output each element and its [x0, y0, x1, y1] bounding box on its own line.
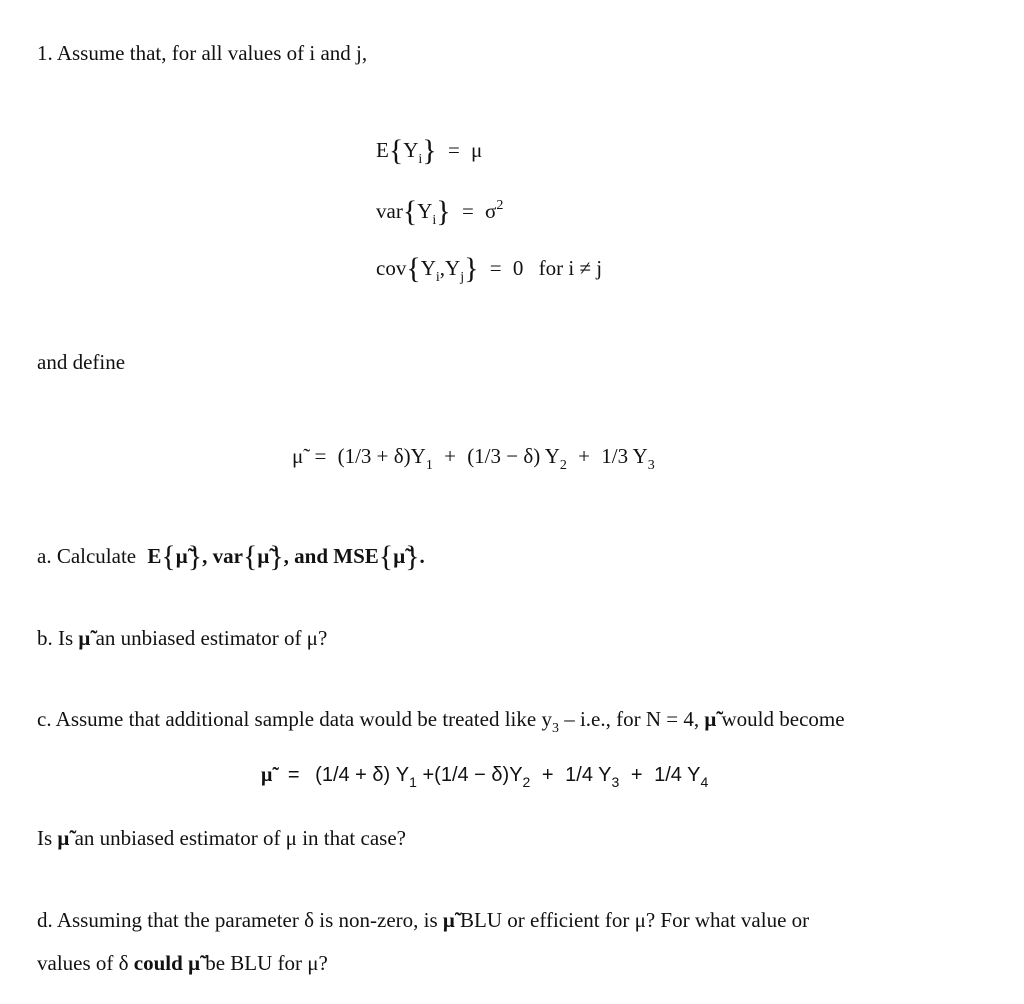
eq-cov-sub2: j [460, 270, 465, 285]
part-c-eq-term3-sub: 3 [611, 774, 620, 790]
part-a-mu-1: μ̃ [175, 544, 188, 568]
estimator-term2: (1/3 − δ) Y [467, 444, 560, 468]
eq-var-sub: i [432, 213, 437, 228]
part-c-mu-tilde: μ̃ [704, 707, 717, 731]
part-a-variance: var [212, 544, 243, 568]
part-c-eq-term1-sub: 1 [409, 774, 417, 790]
part-d-line1-b: BLU or efficient for μ? For what value or [460, 908, 810, 932]
eq-var-rel: = [461, 199, 474, 223]
part-c-eq-op3: + [630, 764, 643, 786]
part-a-expectation: E [147, 544, 162, 568]
and-define-text: and define [37, 350, 126, 374]
part-a-question: a. Calculate E{μ̃}, var{μ̃}, and MSE{μ̃}. [37, 540, 425, 573]
problem-intro: 1. Assume that, for all values of i and j, [37, 41, 368, 65]
eq-var-var: Y [417, 199, 433, 223]
part-c-eq-term3: 1/4 Y [565, 764, 612, 786]
part-b-mu-tilde: μ̃ [78, 626, 91, 650]
estimator-term2-sub: 2 [559, 458, 567, 473]
eq-mean-rel: = [447, 138, 460, 162]
estimator-term1-sub: 1 [425, 458, 433, 473]
part-d-line2-a: values of δ [37, 951, 129, 975]
eq-mean-rhs: μ [471, 138, 483, 162]
part-a-prefix: a. Calculate [37, 544, 137, 568]
eq-mean-lhs: E [376, 138, 389, 162]
part-c-eq-term2: (1/4 − δ)Y [434, 764, 523, 786]
part-c-eq-op1: + [422, 764, 435, 786]
part-c-eq-term2-sub: 2 [522, 774, 531, 790]
part-d-line2-b: be BLU for μ? [205, 951, 328, 975]
part-c-eq-term4: 1/4 Y [654, 764, 701, 786]
part-c-eq-rel: = [287, 764, 300, 786]
part-b-prefix: b. Is [37, 626, 74, 650]
part-c-question [37, 709, 845, 736]
eq-cov-var1: Y [420, 256, 436, 280]
estimator-op2: + [578, 444, 590, 468]
part-a-mu-2: μ̃ [257, 544, 270, 568]
eq-mean-var: Y [403, 138, 419, 162]
eq-cov-rel: = [489, 256, 502, 280]
part-d-line-1 [37, 910, 809, 931]
estimator-term3-sub: 3 [647, 458, 655, 473]
eq-cov-sub1: i [435, 270, 440, 285]
eq-var-rhs-sup: 2 [496, 198, 504, 213]
part-a-comma: , [202, 544, 208, 568]
equation-mean: $E\{Y_i\} = \mu$ [376, 134, 483, 167]
part-b-question [37, 628, 327, 649]
part-c-text-sub: 3 [551, 721, 559, 736]
part-c-equation [261, 765, 708, 789]
eq-mean-sub: i [418, 152, 423, 167]
eq-cov-sep: , [439, 256, 446, 280]
part-d-line2-bold: could [133, 951, 183, 975]
part-d-line1-a: d. Assuming that the parameter δ is non-zero, is [37, 908, 438, 932]
estimator-term1: (1/3 + δ)Y [337, 444, 426, 468]
estimator-lhs: μ̃ [292, 444, 304, 468]
part-c-eq-lhs: μ̃ [261, 764, 273, 786]
part-c-followup-suffix: an unbiased estimator of μ in that case? [74, 826, 406, 850]
part-a-period: . [419, 544, 425, 568]
eq-var-rhs: σ [485, 199, 497, 223]
part-d-line-2 [37, 953, 328, 974]
part-d-line1-mu-tilde: μ̃ [442, 908, 455, 932]
eq-cov-rhs: 0 [512, 256, 524, 280]
part-c-eq-term1: (1/4 + δ) Y [315, 764, 410, 786]
part-c-followup [37, 828, 406, 849]
equation-variance: $var\{Y_i\} = \sigma^2$ [376, 195, 504, 228]
part-c-text-before: c. Assume that additional sample data would be treated like y [37, 707, 552, 731]
part-d-line2-mu-tilde: μ̃ [188, 951, 200, 975]
eq-cov-cond: for i ≠ j [538, 256, 603, 280]
part-c-followup-mu-tilde: μ̃ [57, 826, 70, 850]
eq-cov-lhs: cov [376, 256, 407, 280]
part-c-followup-prefix: Is [37, 826, 53, 850]
part-c-eq-term4-sub: 4 [700, 774, 709, 790]
eq-cov-var2: Y [445, 256, 461, 280]
equation-covariance: $cov\{Y_i,Y_j\} = 0$ for i ≠ j [376, 252, 603, 285]
estimator-op1: + [444, 444, 456, 468]
estimator-term3: 1/3 Y [601, 444, 648, 468]
part-b-suffix: an unbiased estimator of μ? [95, 626, 328, 650]
part-a-mse: , and MSE [283, 544, 379, 568]
part-c-text-after: – i.e., for N = 4, [558, 707, 700, 731]
part-c-eq-op2: + [541, 764, 554, 786]
estimator-definition [292, 446, 655, 473]
eq-var-lhs: var [376, 199, 403, 223]
part-a-mu-3: μ̃ [393, 544, 406, 568]
part-c-text-end: would become [721, 707, 845, 731]
estimator-rel: = [314, 444, 327, 468]
